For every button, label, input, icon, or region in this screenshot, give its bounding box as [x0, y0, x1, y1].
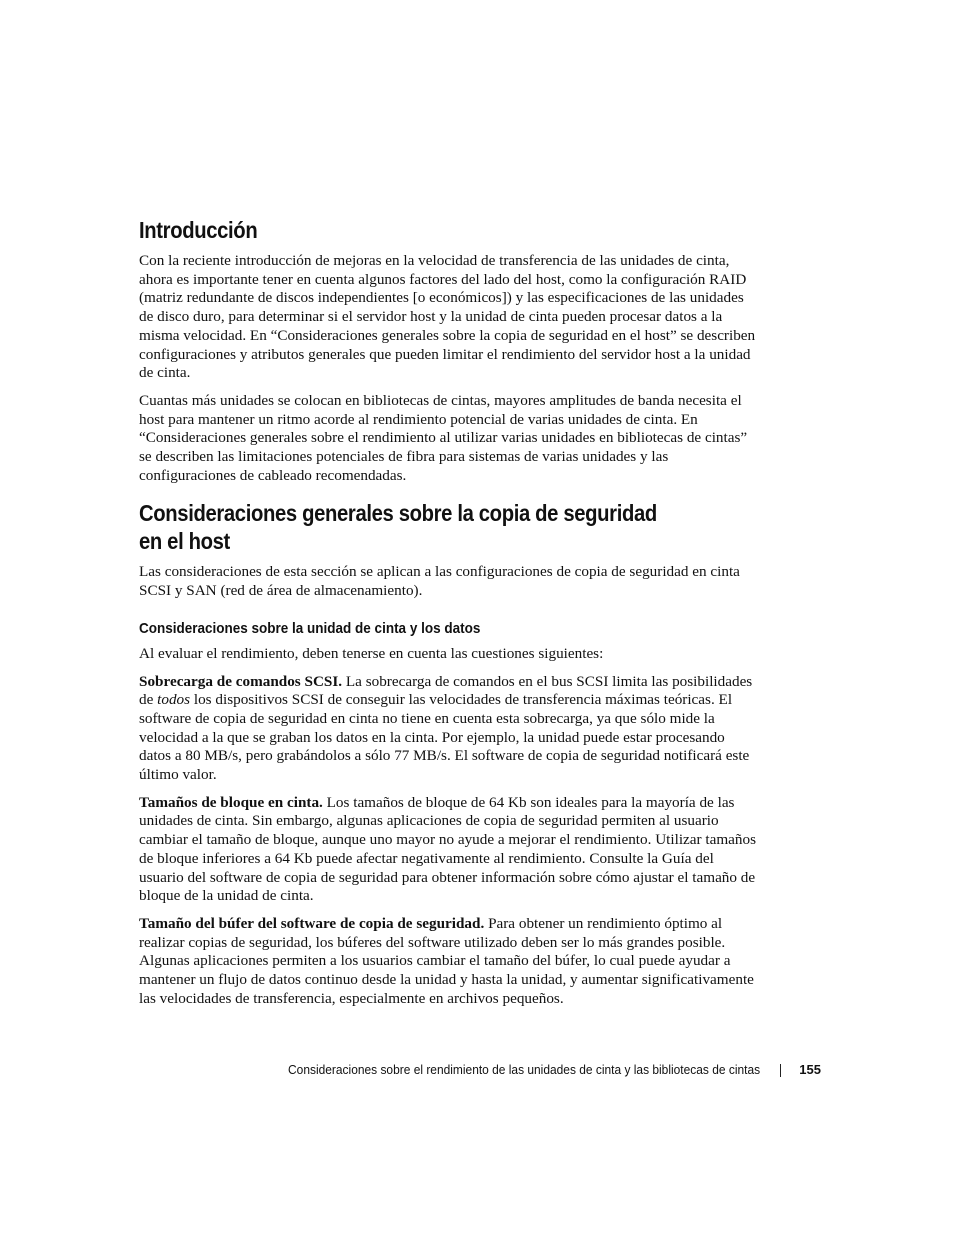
footer-chapter-title: Consideraciones sobre el rendimiento de las unidades de cinta y las bibliotecas de cintas	[288, 1062, 761, 1077]
item-scsi-overhead-term: Sobrecarga de comandos SCSI.	[139, 672, 343, 690]
item-block-size-text: Los tamaños de bloque de 64 Kb son ideales para la mayoría de las unidades de cinta. Sin embargo, algunas aplicaciones de copia de seguridad permiten al usuario cambiar el tamaño de bloque, aunque uno mayor no ayude a mejorar el rendimiento. Utilizar tamaños de bloque inferiores a 64 Kb puede afectar negativamente al rendimiento. Consulte la Guía del usuario del software de copia de seguridad para obtener información sobre cómo ajustar el tamaño de bloque de la unidad de cinta.	[139, 793, 756, 905]
page-footer	[200, 1061, 821, 1079]
item-buffer-size	[139, 915, 759, 1009]
item-block-size	[139, 794, 759, 906]
intro-paragraph-2: Cuantas más unidades se colocan en bibliotecas de cintas, mayores amplitudes de banda necesita el host para mantener un ritmo acorde al rendimiento potencial de varias unidades de cinta. En “Consideraciones generales sobre el rendimiento al utilizar varias unidades en bibliotecas de cintas” se describen las limitaciones potenciales de fibra para sistemas de varias unidades y las configuraciones de cableado recomendadas.	[139, 391, 748, 484]
item-buffer-size-text: Para obtener un rendimiento óptimo al realizar copias de seguridad, los búferes del software utilizado deben ser lo más grandes posible. Algunas aplicaciones permiten a los usuarios cambiar el tamaño del búfer, lo cual puede ayudar a mantener un flujo de datos continuo desde la unidad y hasta la unidad, y aumentar significativamente las velocidades de transferencia, especialmente en archivos pequeños.	[139, 914, 754, 1007]
subsection-heading-tape-data: Consideraciones sobre la unidad de cinta y los datos	[139, 619, 481, 637]
intro-paragraph-1: Con la reciente introducción de mejoras en la velocidad de transferencia de las unidades de cinta, ahora es importante tener en cuenta algunos factores del lado del host, como la configuración RAID (matriz redundante de discos independientes [o económicos]) y las especificaciones de las unidades de disco duro, para determinar si el servidor host y la unidad de cinta pueden procesar datos a la misma velocidad. En “Consideraciones generales sobre la copia de seguridad en el host” se describen configuraciones y atributos generales que pueden limitar el rendimiento del servidor host a la unidad de cinta.	[139, 252, 756, 382]
subsection-intro-paragraph: Al evaluar el rendimiento, deben tenerse en cuenta las cuestiones siguientes:	[139, 644, 604, 662]
item-scsi-overhead-text-b: los dispositivos SCSI de conseguir las velocidades de transferencia máximas teóricas. El software de copia de seguridad en cinta no tiene en cuenta esta sobrecarga, ya que sólo mide la velocidad a la que se graban los datos en la cinta. Por ejemplo, la unidad puede estar procesando datos a 80 MB/s, pero grabándolos a sólo 77 MB/s. El software de copia de seguridad notificará este último valor.	[139, 691, 750, 784]
section-heading-host-backup-line2: en el host	[139, 528, 230, 555]
section-heading-introduccion: Introducción	[139, 217, 258, 243]
host-backup-paragraph: Las consideraciones de esta sección se aplican a las configuraciones de copia de seguridad en cinta SCSI y SAN (red de área de almacenamiento).	[139, 563, 740, 600]
footer-separator	[780, 1064, 781, 1077]
section-heading-host-backup-line1: Consideraciones generales sobre la copia de seguridad	[139, 500, 657, 527]
item-block-size-term: Tamaños de bloque en cinta.	[139, 793, 323, 811]
item-scsi-overhead	[139, 673, 759, 785]
item-buffer-size-term: Tamaño del búfer del software de copia de seguridad.	[139, 914, 485, 932]
item-scsi-overhead-emphasis: todos	[157, 691, 191, 709]
page-content	[139, 216, 759, 1018]
section-heading-host-backup	[139, 499, 737, 555]
footer-page-number: 155	[799, 1062, 821, 1077]
item-scsi-overhead-text-a: La sobrecarga de comandos en el bus SCSI limita las posibilidades de	[139, 672, 753, 709]
